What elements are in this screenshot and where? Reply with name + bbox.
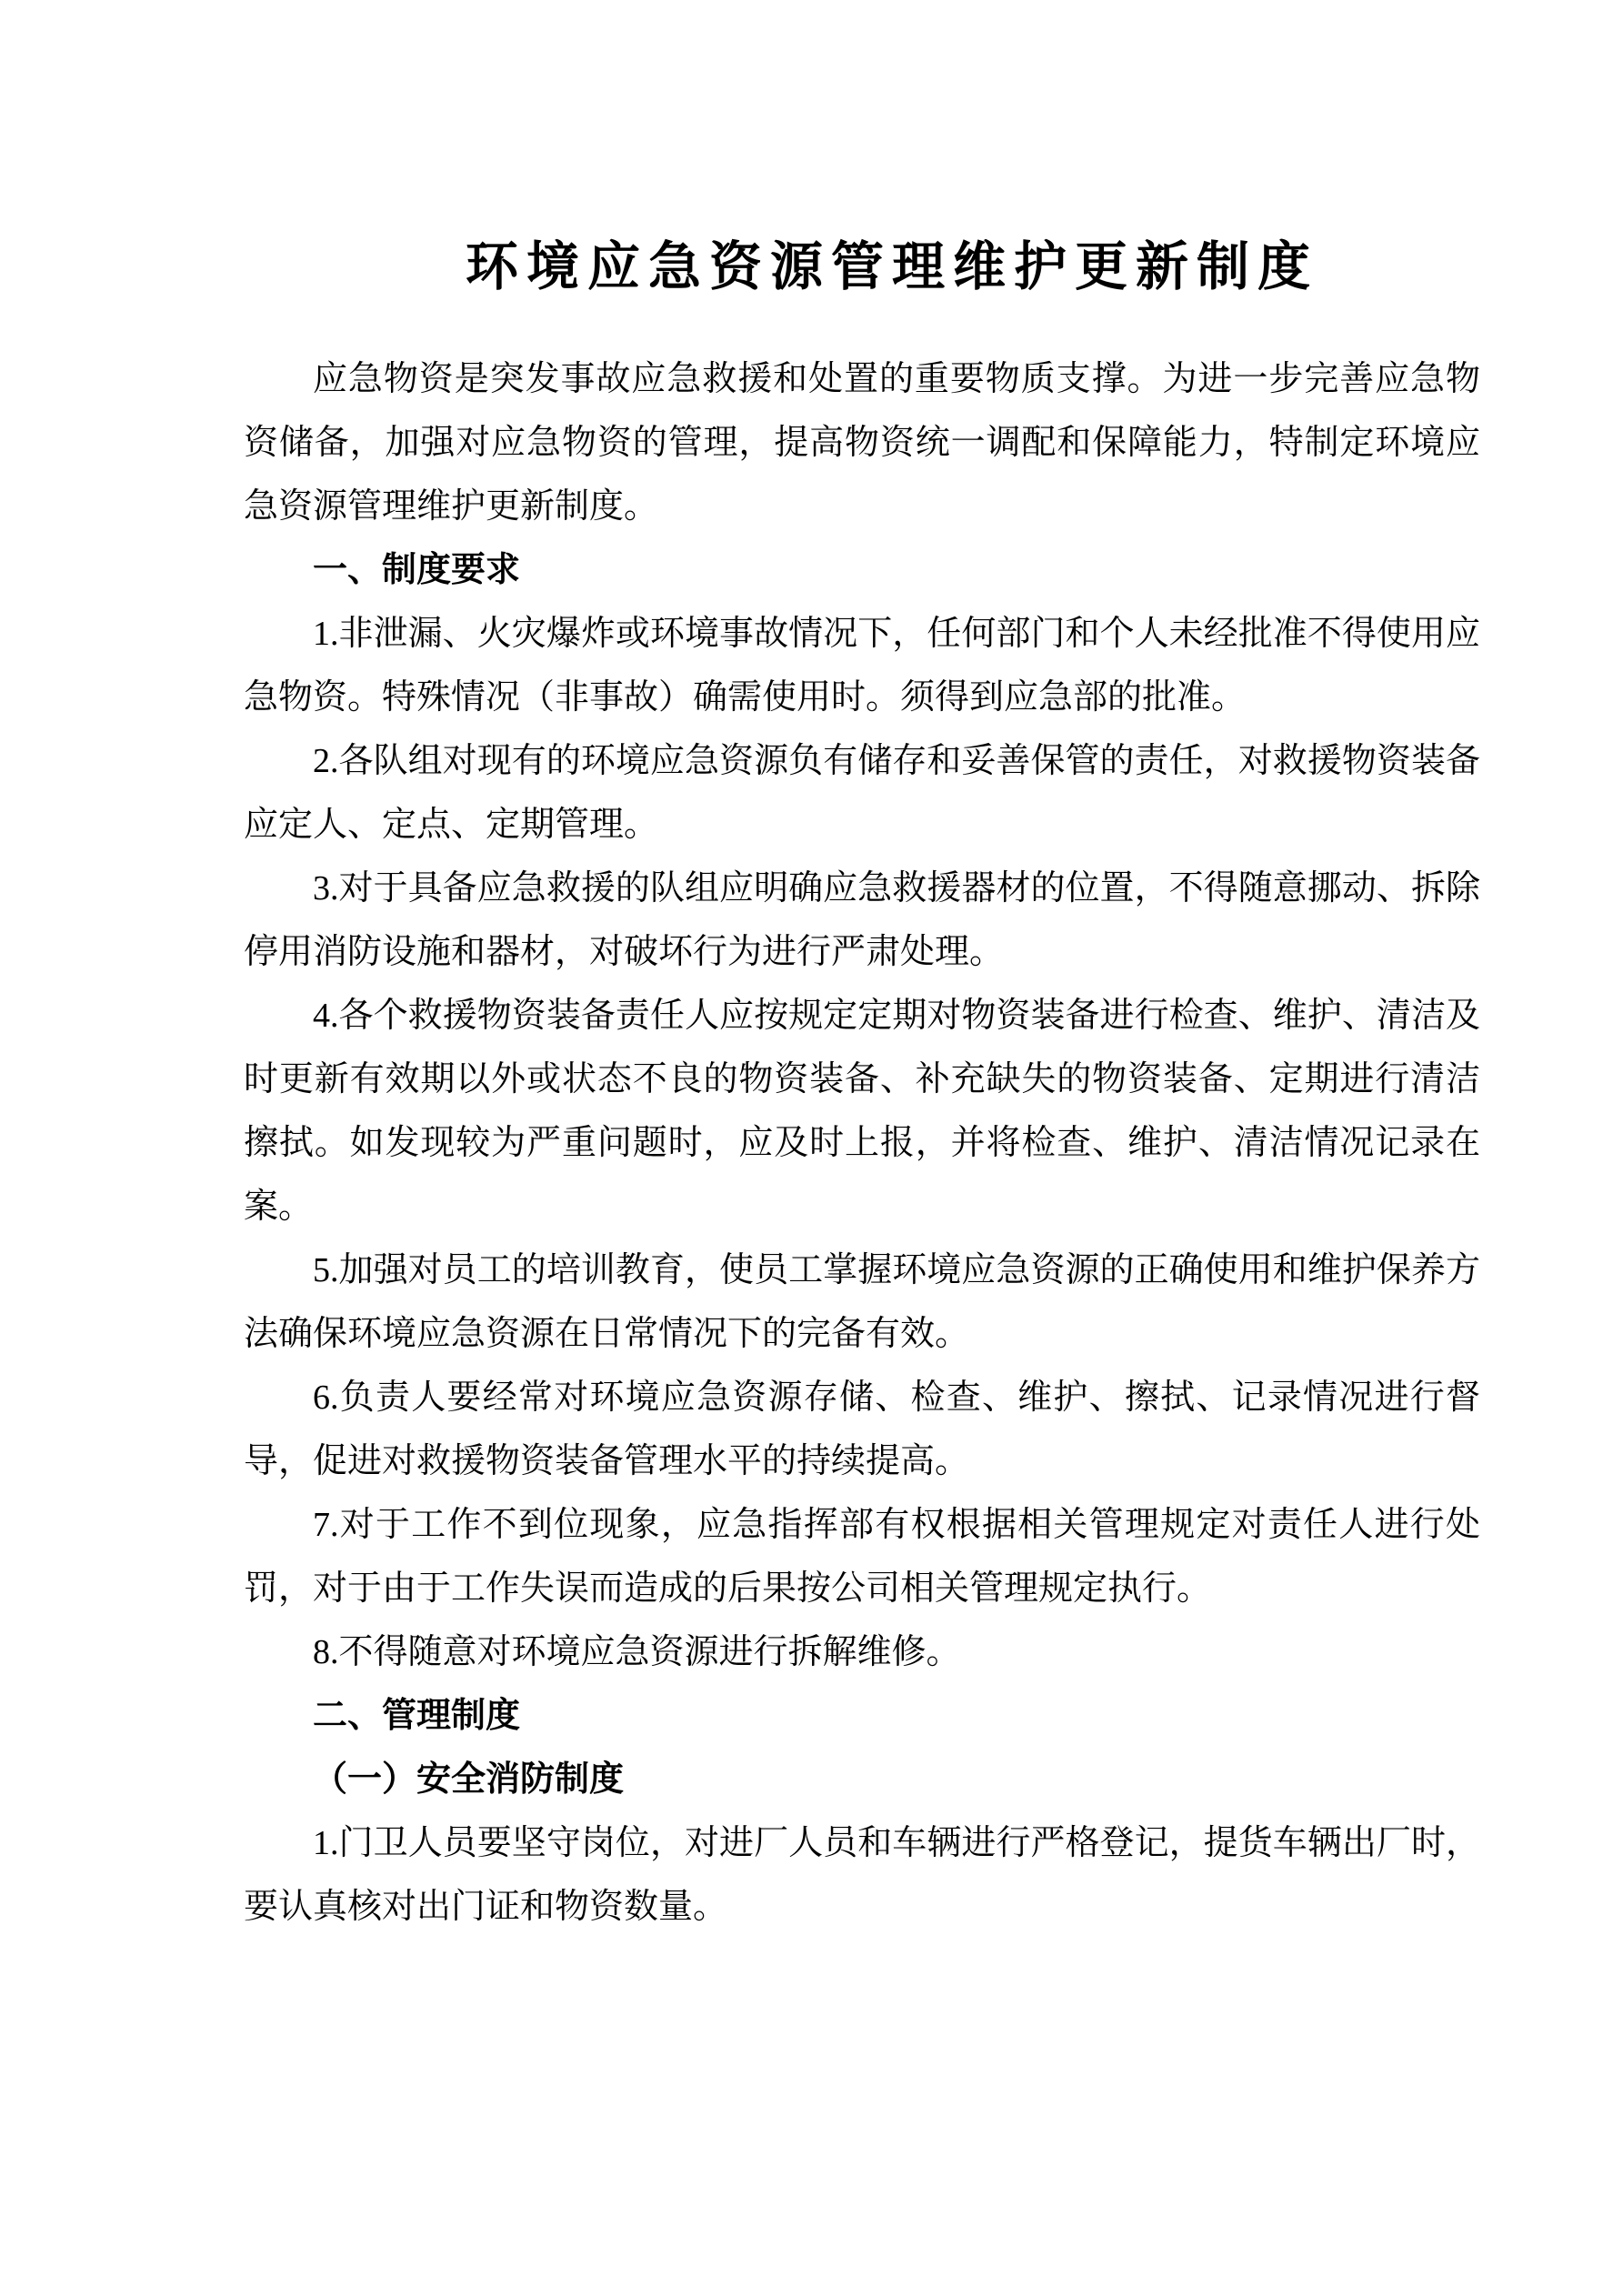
- section-heading-2: 二、管理制度: [313, 1697, 521, 1735]
- rule-item-1: 1.非泄漏、火灾爆炸或环境事故情况下，任何部门和个人未经批准不得使用应急物资。特殊情况（非事故）确需使用时。须得到应急部的批准。: [244, 615, 1480, 717]
- document-body: [244, 347, 1480, 1939]
- fire-safety-item-1: 1.门卫人员要坚守岗位，对进厂人员和车辆进行严格登记，提货车辆出厂时，要认真核对出门证和物资数量。: [244, 1824, 1480, 1926]
- rule-item-8: 8.不得随意对环境应急资源进行拆解维修。: [313, 1633, 961, 1671]
- rule-item-5: 5.加强对员工的培训教育，使员工掌握环境应急资源的正确使用和维护保养方法确保环境应急资源在日常情况下的完备有效。: [244, 1251, 1480, 1353]
- subsection-heading-fire-safety: （一）安全消防制度: [313, 1760, 625, 1799]
- intro-paragraph: 应急物资是突发事故应急救援和处置的重要物质支撑。为进一步完善应急物资储备，加强对应急物资的管理，提高物资统一调配和保障能力，特制定环境应急资源管理维护更新制度。: [244, 360, 1480, 526]
- rule-item-6: 6.负责人要经常对环境应急资源存储、检查、维护、擦拭、记录情况进行督导，促进对救援物资装备管理水平的持续提高。: [244, 1379, 1480, 1480]
- rule-item-3: 3.对于具备应急救援的队组应明确应急救援器材的位置，不得随意挪动、拆除停用消防设施和器材，对破坏行为进行严肃处理。: [244, 869, 1480, 971]
- rule-item-4: 4.各个救援物资装备责任人应按规定定期对物资装备进行检查、维护、清洁及时更新有效期以外或状态不良的物资装备、补充缺失的物资装备、定期进行清洁擦拭。如发现较为严重问题时，应及时上报，并将检查、维护、清洁情况记录在案。: [244, 997, 1480, 1226]
- rule-item-2: 2.各队组对现有的环境应急资源负有储存和妥善保管的责任，对救援物资装备应定人、定点、定期管理。: [244, 742, 1480, 844]
- document-title: 环境应急资源管理维护更新制度: [465, 236, 1318, 296]
- rule-item-7: 7.对于工作不到位现象，应急指挥部有权根据相关管理规定对责任人进行处罚，对于由于工作失误而造成的后果按公司相关管理规定执行。: [244, 1506, 1480, 1608]
- section-heading-1: 一、制度要求: [313, 551, 521, 589]
